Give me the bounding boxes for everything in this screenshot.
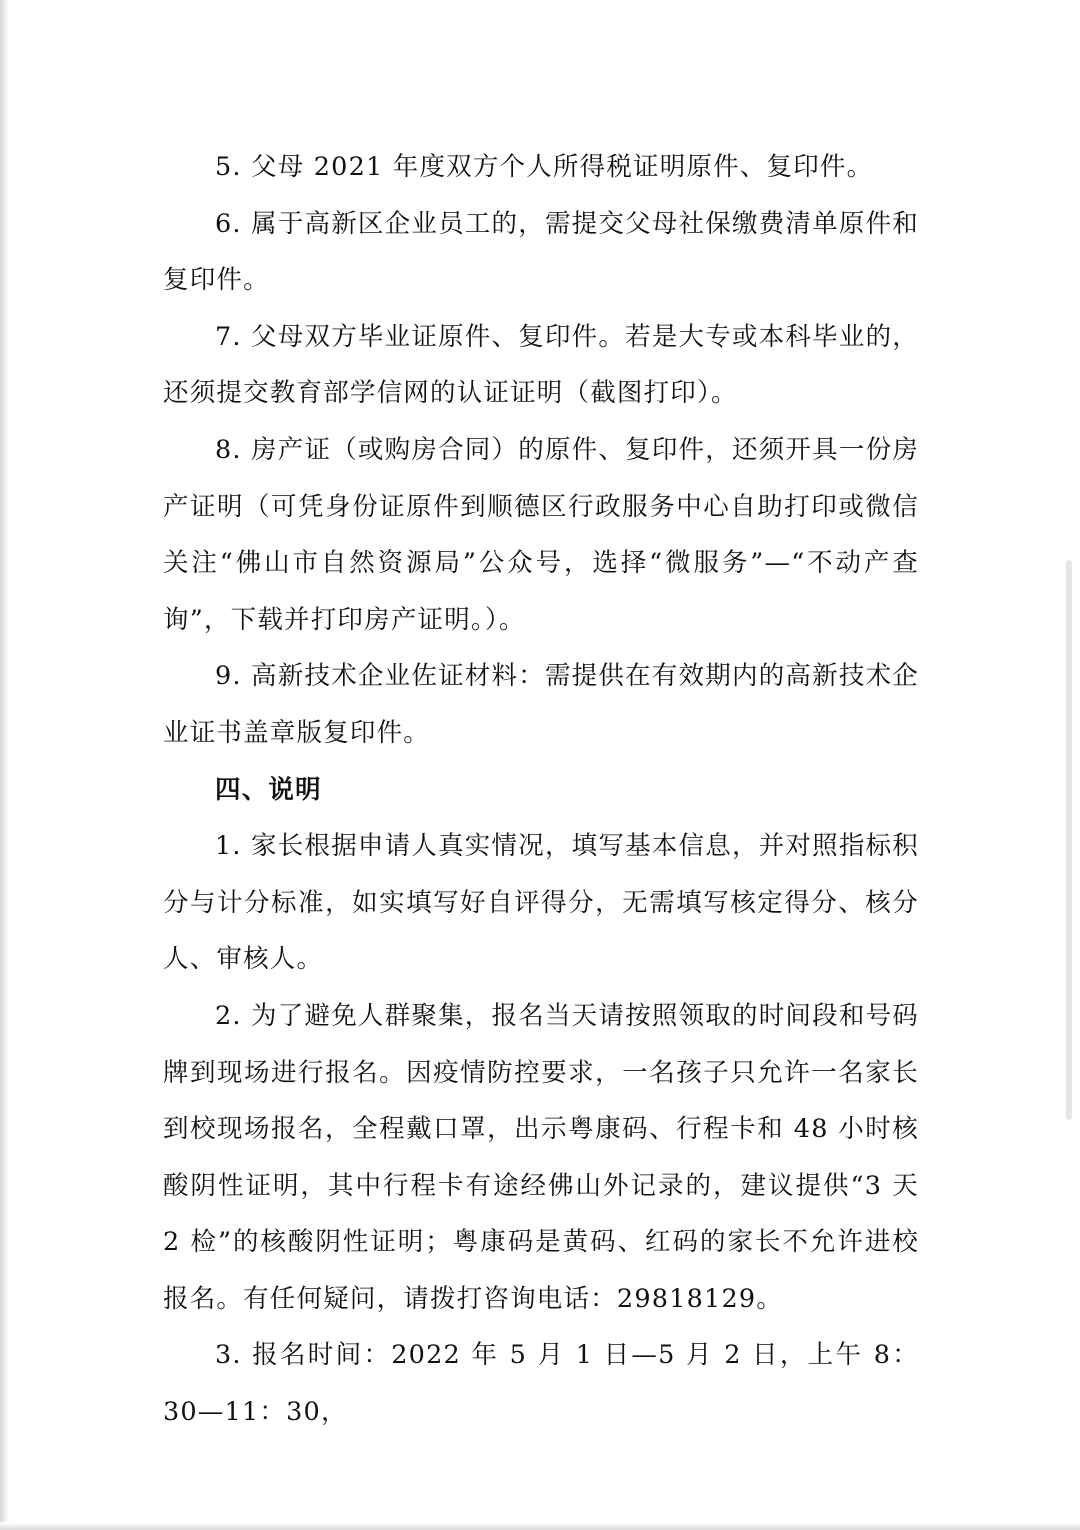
page-bottom-shadow: [0, 1522, 1080, 1530]
paragraph-item-7: 7. 父母双方毕业证原件、复印件。若是大专或本科毕业的，还须提交教育部学信网的认证证明（截图打印）。: [163, 321, 919, 409]
section-heading: 四、说明: [215, 774, 322, 805]
paragraph-item-8: 8. 房产证（或购房合同）的原件、复印件，还须开具一份房产证明（可凭身份证原件到顺德区行政服务中心自助打印或微信关注“佛山市自然资源局”公众号，选择“微服务”—“不动产查询”，下载并打印房产证明。）。: [163, 434, 919, 635]
paragraph-item-9: 9. 高新技术企业佐证材料：需提供在有效期内的高新技术企业证书盖章版复印件。: [163, 661, 919, 748]
paragraph-item-6: 6. 属于高新区企业员工的，需提交父母社保缴费清单原件和复印件。: [163, 208, 919, 296]
paragraph-item-5: 5. 父母 2021 年度双方个人所得税证明原件、复印件。: [215, 152, 874, 182]
paragraph-note-3: 3. 报名时间：2022 年 5 月 1 日—5 月 2 日，上午 8：30—11：30，: [163, 1340, 919, 1428]
page-left-shadow: [0, 0, 10, 1530]
paragraph-note-2: 2. 为了避免人群聚集，报名当天请按照领取的时间段和号码牌到现场进行报名。因疫情防控要求，一名孩子只允许一名家长到校现场报名，全程戴口罩，出示粤康码、行程卡和 48 小时核酸阴性证明，其中行程卡有途经佛山外记录的，建议提供“3 天 2 检”的核酸阴性证明；粤康码是黄码、红码的家长不允许进校报名。有任何疑问，请拨打咨询电话：29818129。: [163, 1000, 919, 1314]
scrollbar-thumb[interactable]: [1066, 560, 1072, 1120]
paragraph-note-1: 1. 家长根据申请人真实情况，填写基本信息，并对照指标积分与计分标准，如实填写好自评得分，无需填写核定得分、核分人、审核人。: [163, 831, 919, 975]
document-body: [163, 139, 919, 1441]
